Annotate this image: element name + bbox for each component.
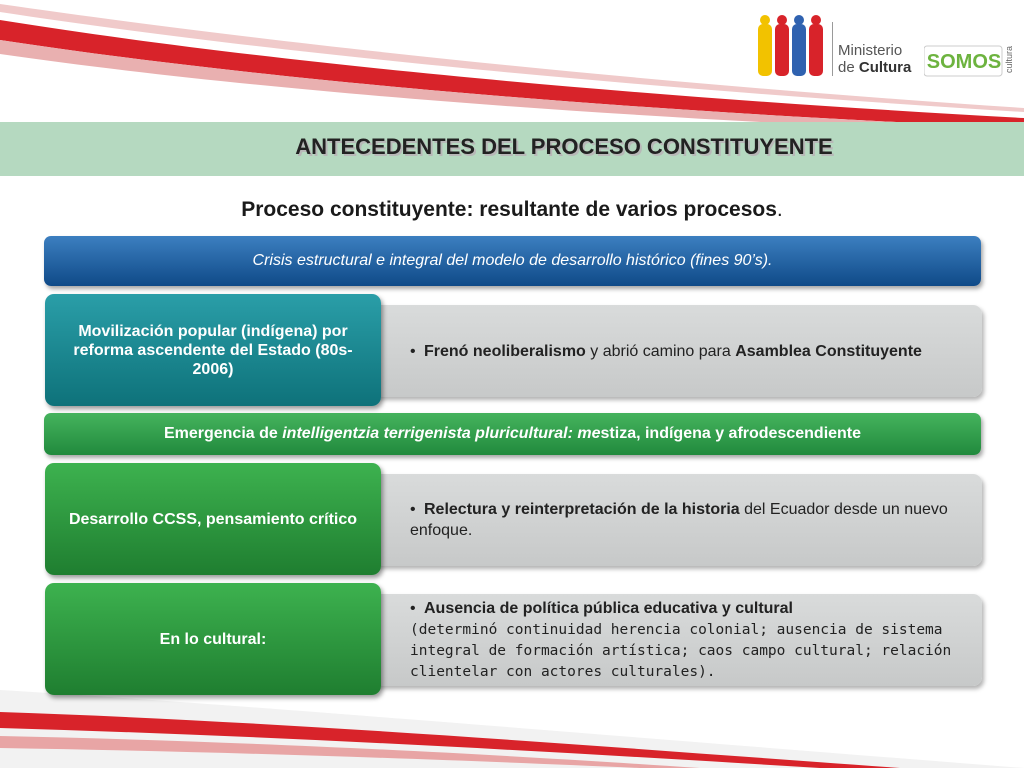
emergencia-bar (44, 413, 981, 455)
row2-label-box (45, 463, 381, 575)
row1-bold1: Frenó neoliberalismo (424, 342, 586, 360)
row2-bullet: • (410, 501, 416, 518)
row2-label: Desarrollo CCSS, pensamiento crítico (68, 510, 358, 528)
emergencia-italic: intelligentzia terrigenista pluricultural: me (282, 425, 601, 442)
row3-bold: Ausencia de política pública educativa y cultural (424, 600, 793, 617)
row2-plain: del Ecuador desde un nuevo enfoque. (410, 501, 948, 539)
row3-label-box (45, 583, 381, 695)
row2-content-panel (360, 474, 982, 566)
logo-divider (832, 22, 833, 76)
row2-bold: Relectura y reinterpretación de la historia (424, 501, 740, 518)
row1-content-panel (360, 305, 982, 397)
row1-label-box (45, 294, 381, 406)
logo-de: de (838, 59, 855, 76)
slide-subtitle (0, 198, 1024, 222)
row1-plain1: y abrió camino para (585, 342, 736, 360)
subtitle-period: . (776, 198, 783, 221)
subtitle-text: Proceso constituyente: resultante de varios procesos (241, 198, 777, 221)
row1-content (410, 341, 922, 362)
logo-cultura-vertical: cultura (1004, 46, 1014, 74)
row3-content (410, 598, 958, 682)
logo-somos: SOMOS (926, 51, 1002, 73)
ministerio-cultura-logo-figures (756, 14, 828, 80)
page-title: ANTECEDENTES DEL PROCESO CONSTITUYENTE (295, 134, 833, 159)
row2-content (410, 499, 958, 541)
row3-bullet: • (410, 600, 416, 617)
emergencia-pre: Emergencia de (163, 425, 283, 442)
row3-content-panel (360, 594, 982, 686)
row1-bullet: • (410, 342, 416, 360)
row1-bold2: Asamblea Constituyente (735, 342, 922, 360)
row3-label: En lo cultural: (159, 630, 267, 648)
logo-cultura: Cultura (858, 59, 912, 76)
row1-label: Movilización popular (indígena) por reforma ascendente del Estado (80s-2006) (73, 322, 353, 378)
logo-ministerio: Ministerio (838, 42, 903, 59)
ministerio-cultura-wordmark (838, 42, 911, 76)
emergencia-post: stiza, indígena y afrodescendiente (600, 425, 862, 442)
somos-cultura-logo (924, 44, 1004, 78)
crisis-bar: Crisis estructural e integral del modelo de desarrollo histórico (fines 90’s). (44, 236, 981, 286)
row3-plain: (determinó continuidad herencia colonial; ausencia de sistema integral de formación artística; caos campo cultural; relación clientelar con actores culturales). (410, 622, 952, 680)
